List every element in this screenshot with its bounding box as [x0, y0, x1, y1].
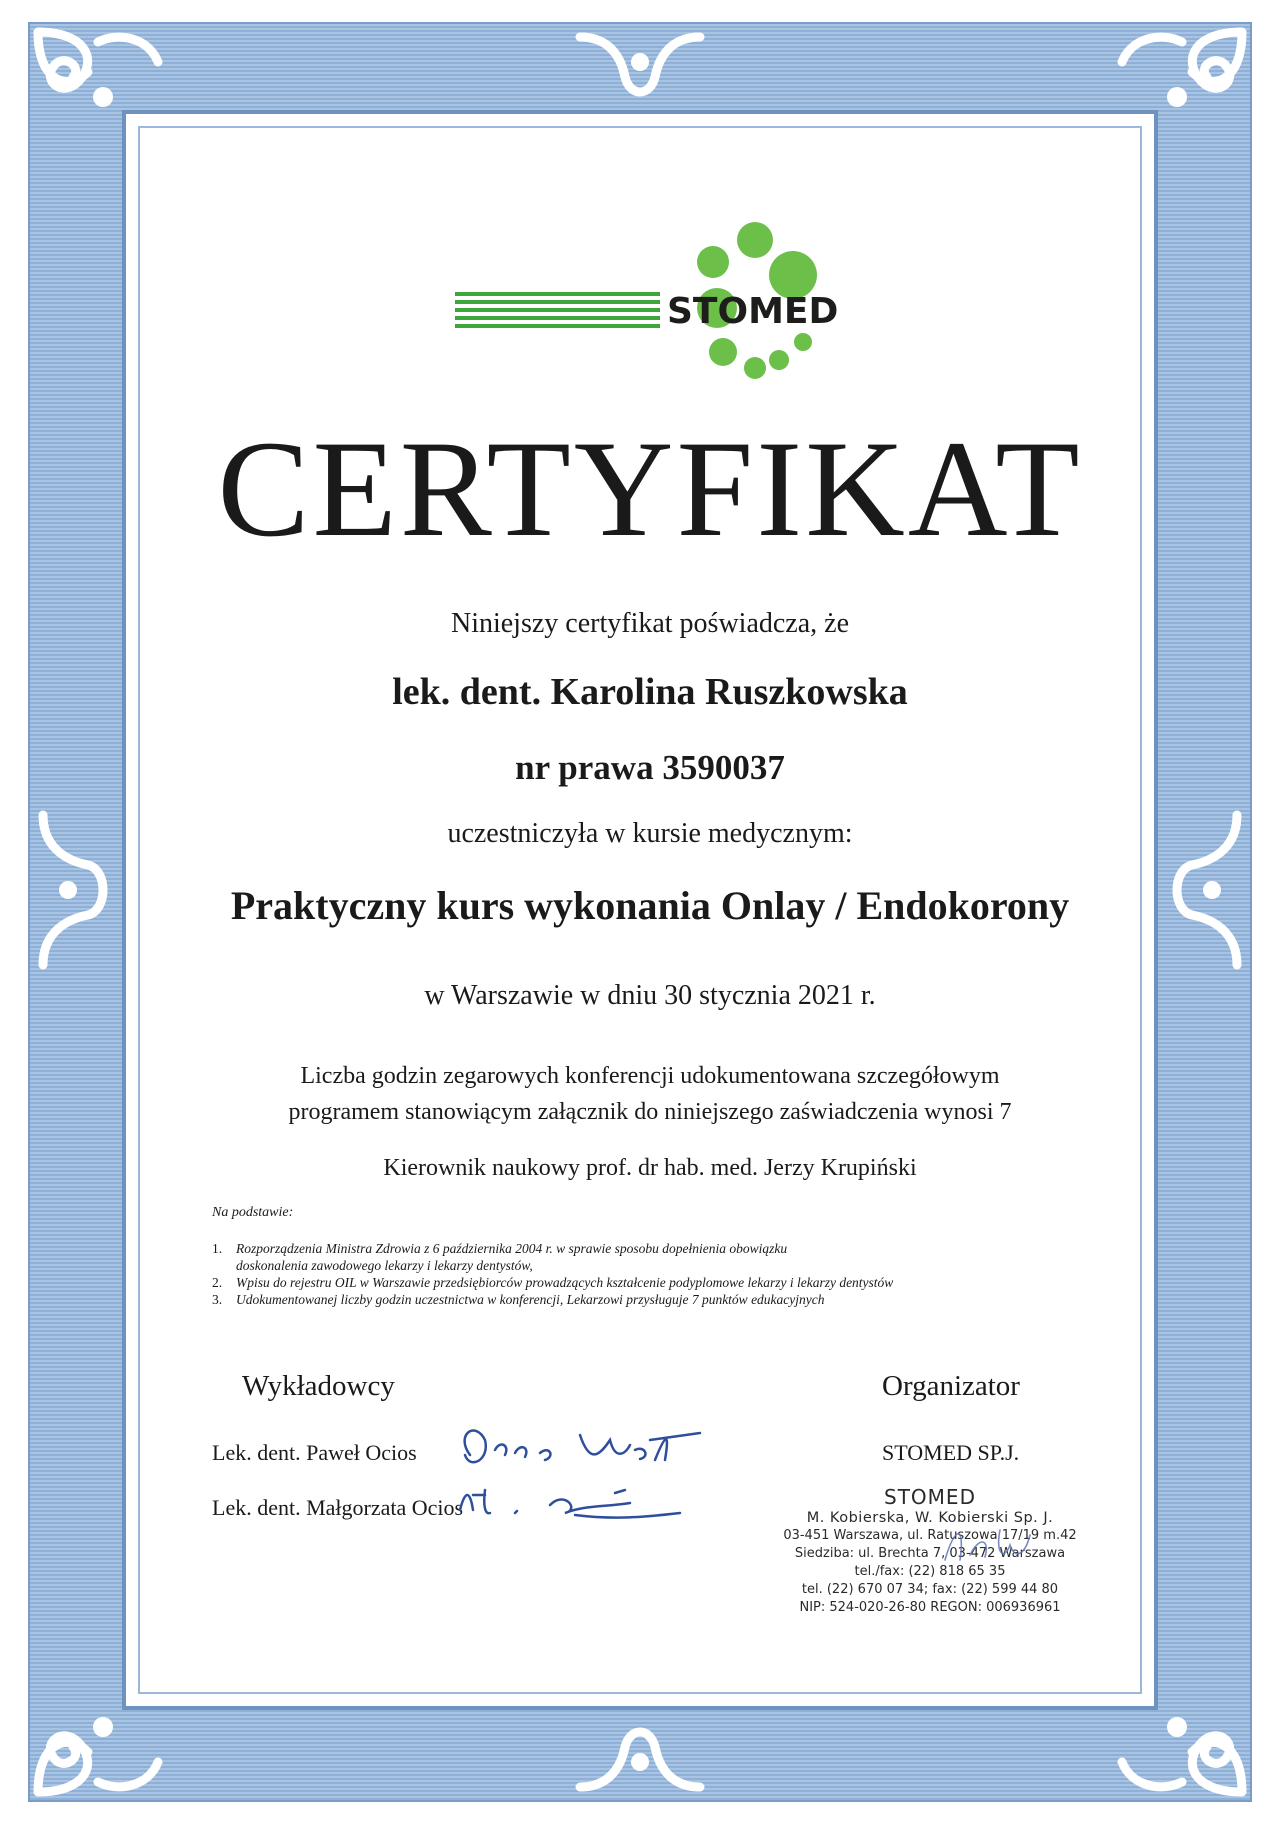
- stamp-name: STOMED: [884, 1485, 976, 1509]
- edge-ornament-bottom: [565, 1712, 715, 1802]
- hours-line-2: programem stanowiącym załącznik do niniejszego zaświadczenia wynosi 7: [288, 1099, 1012, 1125]
- edge-ornament-left: [28, 800, 122, 980]
- organizer-heading: Organizator: [882, 1370, 1020, 1402]
- stamp-address: 03-451 Warszawa, ul. Ratuszowa 17/19 m.42: [783, 1528, 1077, 1543]
- stamp-seat: Siedziba: ul. Brechta 7, 03-472 Warszawa: [794, 1546, 1066, 1561]
- scientific-supervisor: Kierownik naukowy prof. dr hab. med. Jerzy Krupiński: [383, 1155, 917, 1181]
- place-and-date: w Warszawie w dniu 30 stycznia 2021 r.: [424, 980, 876, 1011]
- participation-text: uczestniczyła w kursie medycznym:: [447, 818, 853, 849]
- lecturer-1: Lek. dent. Paweł Ocios: [212, 1440, 417, 1465]
- stamp-phones: tel. (22) 670 07 34; fax: (22) 599 44 80: [801, 1582, 1059, 1597]
- stamp-owners: M. Kobierska, W. Kobierski Sp. J.: [806, 1510, 1054, 1526]
- edge-ornament-right: [1158, 800, 1252, 980]
- lecturer-2: Lek. dent. Małgorzata Ocios: [212, 1495, 464, 1520]
- course-title: Praktyczny kurs wykonania Onlay / Endokorony: [230, 883, 1070, 928]
- organizer-company: STOMED SP.J.: [882, 1440, 1020, 1465]
- recipient-name: lek. dent. Karolina Ruszkowska: [392, 671, 908, 713]
- stamp-nip: NIP: 524-020-26-80 REGON: 006936961: [799, 1600, 1061, 1615]
- lecturers-heading: Wykładowcy: [242, 1370, 395, 1402]
- legal-basis-item: 1. Rozporządzenia Ministra Zdrowia z 6 października 2004 r. w sprawie sposobu dopełnienia obowiązku doskonalenia zawodowego lekarzy i lekarzy dentystów,: [212, 1241, 788, 1273]
- stomed-logo: [455, 220, 875, 380]
- intro-text: Niniejszy certyfikat poświadcza, że: [450, 608, 850, 639]
- edge-ornament-top: [565, 22, 715, 112]
- signature-malgorzata-ocios: [455, 1475, 685, 1525]
- license-number: nr prawa 3590037: [515, 748, 785, 787]
- certificate-content: [150, 130, 1130, 1690]
- stamp-initials: [930, 1515, 1050, 1575]
- legal-basis-label: Na podstawie:: [212, 1205, 294, 1220]
- logo-text: STOMED: [667, 291, 839, 332]
- legal-basis-item: 2. Wpisu do rejestru OIL w Warszawie przedsiębiorców prowadzących kształcenie podyplomowe lekarzy i lekarzy dentystów: [212, 1275, 894, 1290]
- hours-line-1: Liczba godzin zegarowych konferencji udokumentowana szczegółowym: [300, 1063, 1000, 1089]
- certificate-title: CERTYFIKAT: [217, 412, 1083, 565]
- hours-statement: [150, 1058, 1150, 1130]
- stamp-telfax: tel./fax: (22) 818 65 35: [854, 1564, 1006, 1579]
- legal-basis-item: 3. Udokumentowanej liczby godzin uczestnictwa w konferencji, Lekarzowi przysługuje 7 punktów edukacyjnych: [212, 1292, 825, 1307]
- legal-basis-list: [212, 1240, 1092, 1308]
